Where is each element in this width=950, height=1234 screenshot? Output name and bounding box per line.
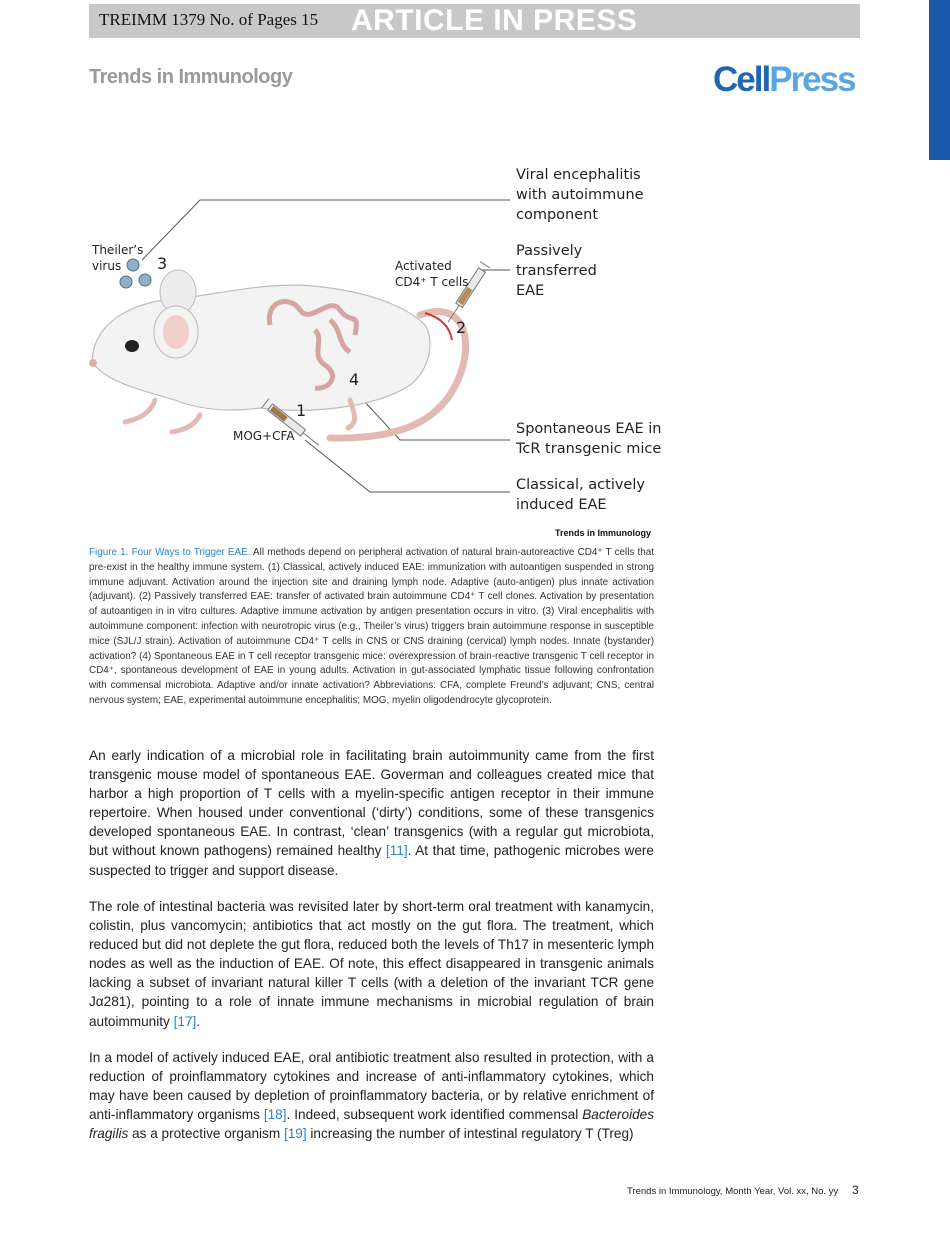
label-viral-line1: Viral encephalitis: [516, 167, 641, 183]
paragraph-3-text-d: increasing the number of intestinal regulatory T (Treg): [306, 1126, 634, 1142]
ref-11-link[interactable]: [11]: [386, 843, 408, 859]
article-in-press-banner: [89, 4, 860, 38]
mouse-nose: [89, 359, 97, 367]
label-mog-cfa: MOG+CFA: [233, 429, 295, 443]
figure-credit: Trends in Immunology: [555, 528, 652, 538]
label-activated-line2: CD4⁺ T cells: [395, 275, 469, 289]
label-passive-line3: EAE: [516, 283, 545, 299]
label-spont-line1: Spontaneous EAE in: [516, 421, 662, 437]
mouse-back-foot: [348, 400, 355, 428]
leader-line-classical: [305, 440, 510, 492]
label-classical-line1: Classical, actively: [516, 477, 645, 493]
body-paragraph-3: [89, 1048, 654, 1143]
mouse-body: [92, 285, 430, 410]
ref-19-link[interactable]: [19]: [283, 1126, 307, 1142]
label-theilers-virus: [92, 242, 143, 274]
label-theiler-line2: virus: [92, 259, 122, 273]
paragraph-1-text-b: . At that time, pathogenic microbes were suspected to trigger and support disease.: [89, 843, 654, 878]
ref-17-link[interactable]: [17]: [173, 1013, 197, 1029]
leader-line-viral: [142, 200, 510, 260]
figure-number-4: 4: [349, 370, 360, 389]
logo-part-cell: Cell: [713, 60, 770, 99]
virus-particle-3: [139, 274, 151, 286]
paragraph-1-text-a: An early indication of a microbial role in facilitating brain autoimmunity came from the first transgenic mouse model of spontaneous EAE. Goverman and colleagues created mice that harbor a high proportion of T cells with a myelin-specific antigen receptor in their immune repertoire. When housed under conventional (‘dirty’) conditions, some of these transgenics developed spontaneous EAE. In contrast, ‘clean’ transgenics (with a regular gut microbiota, but without known pathogens) remained healthy: [89, 748, 654, 859]
label-classical-line2: induced EAE: [516, 497, 607, 513]
label-passive-line2: transferred: [516, 263, 597, 279]
paragraph-3-species: Bacteroides fragilis: [89, 1107, 655, 1142]
label-classical-eae: [516, 475, 645, 515]
label-viral-line2: with autoimmune: [516, 187, 644, 203]
paragraph-2-text-a: The role of intestinal bacteria was revisited later by short-term oral treatment with kanamycin, colistin, plus vancomycin; antibiotics that act mostly on the gut flora. The treatment, which reduced but did not deplete the gut flora, reduced both the levels of Th17 in mesenteric lymph nodes as well as the induction of EAE. Of note, this effect disappeared in transgenic animals lacking a subset of invariant natural killer T cells (with a deletion of the invariant TCR gene Jα281), pointing to a role of innate immune mechanisms in microbial regulation of brain autoimmunity: [89, 899, 654, 1029]
caption-text: All methods depend on peripheral activation of natural brain-autoreactive CD4⁺ T cells that pre-exist in the healthy immune system. (1) Classical, actively induced EAE: immunization with autoantigen suspended in strong immune adjuvant. Activation around the injection site and draining lymph node. Adaptive (auto-antigen) plus innate activation (adjuvant). (2) Passively transferred EAE: transfer of activated brain autoimmune CD4⁺ T cell clones. Activation by presentation of autoantigen in in vitro cultures. Adaptive immune activation by antigen presentation occurs in vitro. (3) Viral encephalitis with autoimmune component: infection with neurotropic virus (e.g., Theiler’s virus) triggers brain autoimmune response in susceptible mice (SJL/J strain). Activation of autoimmune CD4⁺ T cells in CNS or CNS draining (cervical) lymph nodes. Innate (bystander) activation? (4) Spontaneous EAE in T cell receptor transgenic mice: overexpression of brain-reactive transgenic T cell receptor in CD4⁺, spontaneous development of EAE in young adults. Activation in gut-associated lymphatic tissue following confrontation with commensal microbiota. Adaptive and/or innate activation? Abbreviations: CFA, complete Freund’s adjuvant; CNS, central nervous system; EAE, experimental autoimmune encephalitis; MOG, myelin oligodendrocyte glycoprotein.: [89, 547, 654, 706]
paragraph-3-text-a: In a model of actively induced EAE, oral antibiotic treatment also resulted in protection, with a reduction of proinflammatory cytokines and increase of anti-inflammatory cytokines, which may have been caused by depletion of proinflammatory bacteria, or by relative enrichment of anti-inflammatory organisms: [89, 1050, 654, 1123]
label-spont-line2: TcR transgenic mice: [516, 441, 662, 457]
page-number: 3: [852, 1183, 859, 1197]
footer-citation: Trends in Immunology, Month Year, Vol. xx, No. yy: [627, 1186, 839, 1197]
paragraph-2-text-b: .: [196, 1013, 201, 1029]
article-in-press-label: ARTICLE IN PRESS: [351, 4, 638, 37]
figure-number-2: 2: [456, 318, 467, 337]
manuscript-id: TREIMM 1379 No. of Pages 15: [99, 10, 319, 29]
virus-particle-2: [120, 276, 132, 288]
cellpress-logo: [713, 60, 855, 100]
ref-18-link[interactable]: [18]: [263, 1107, 287, 1123]
mouse-front-foot: [125, 400, 155, 422]
label-passive-line1: Passively: [516, 243, 583, 259]
mouse-eye: [125, 340, 139, 352]
label-passively-transferred: [516, 241, 597, 301]
label-viral-encephalitis: [516, 165, 644, 225]
label-viral-line3: component: [516, 207, 599, 223]
paragraph-3-text-b: . Indeed, subsequent work identified commensal: [286, 1107, 583, 1123]
body-paragraph-1: [89, 746, 654, 880]
paragraph-3-text-c: as a protective organism: [128, 1126, 284, 1142]
side-tab: [929, 0, 950, 160]
mouse-ear-inner: [163, 315, 189, 349]
label-theiler-line1: Theiler’s: [92, 243, 144, 257]
logo-part-press: Press: [769, 60, 855, 99]
body-paragraph-2: [89, 897, 654, 1031]
figure-caption: [89, 546, 654, 709]
figure-number-1: 1: [296, 401, 307, 420]
figure-number-3: 3: [157, 254, 168, 273]
mouse-hind-foot: [172, 415, 200, 432]
label-activated-cd4: [395, 258, 468, 290]
label-spontaneous-eae: [516, 419, 661, 459]
journal-title: Trends in Immunology: [89, 66, 293, 88]
caption-title: Figure 1. Four Ways to Trigger EAE.: [89, 547, 251, 558]
label-activated-line1: Activated: [395, 259, 452, 273]
